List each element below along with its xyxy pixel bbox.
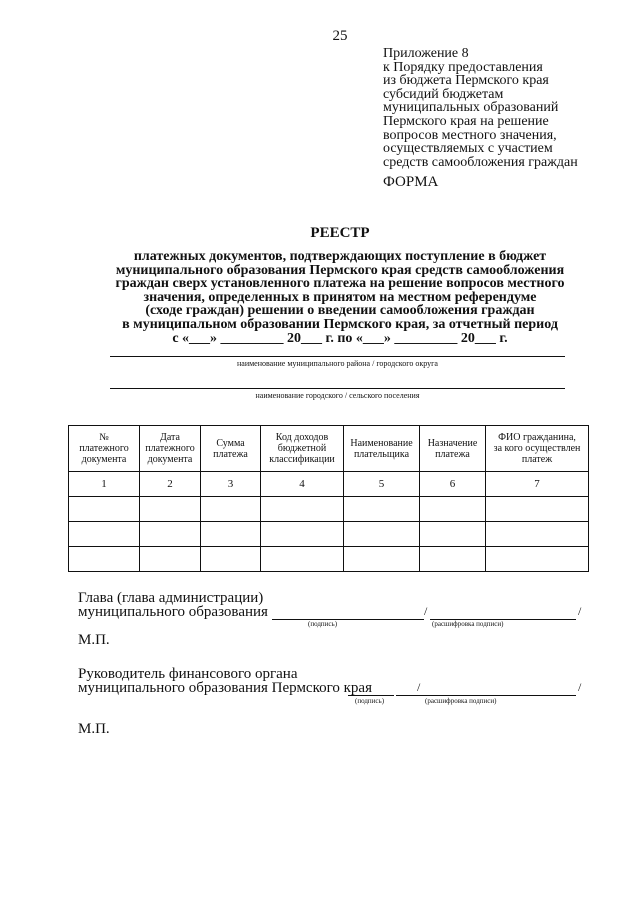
table-cell[interactable] [486, 497, 589, 522]
table-cell[interactable] [201, 547, 261, 572]
table-cell[interactable] [344, 497, 420, 522]
document-title: РЕЕСТР [310, 225, 370, 241]
appendix-line: муниципальных образований [383, 100, 559, 116]
column-number: 1 [69, 472, 140, 497]
table-cell[interactable] [140, 522, 201, 547]
col-header-code: Код доходов бюджетной классификации [261, 426, 344, 472]
page-number: 25 [332, 28, 348, 44]
registry-table [68, 425, 589, 572]
table-cell[interactable] [344, 522, 420, 547]
finance-sign-caption: (подпись) [355, 697, 385, 705]
subtitle-line: в муниципальном образовании Пермского края, за отчетный период [122, 316, 558, 332]
table-cell[interactable] [344, 547, 420, 572]
head-decode-caption: (расшифровка подписи) [432, 620, 504, 628]
subtitle-line: значения, определенных в принятом на местном референдуме [143, 289, 537, 305]
table-cell[interactable] [420, 497, 486, 522]
head-sign-caption: (подпись) [308, 620, 338, 628]
stamp-label: М.П. [78, 721, 110, 737]
column-number: 3 [201, 472, 261, 497]
finance-decode-caption: (расшифровка подписи) [425, 697, 497, 705]
table-row [69, 547, 589, 572]
finance-title-line1: Руководитель финансового органа [78, 666, 298, 682]
table-cell[interactable] [261, 547, 344, 572]
appendix-line: Пермского края на решение [383, 113, 549, 129]
subtitle-line: муниципального образования Пермского края средств самообложения [115, 262, 565, 278]
table-cell[interactable] [201, 522, 261, 547]
column-number: 6 [420, 472, 486, 497]
subtitle-line: (сходе граждан) решении о введении самообложения граждан [145, 303, 535, 319]
column-number: 2 [140, 472, 201, 497]
table-cell[interactable] [420, 547, 486, 572]
table-cell[interactable] [201, 497, 261, 522]
table-cell[interactable] [140, 547, 201, 572]
appendix-line: к Порядку предоставления [383, 59, 543, 75]
col-header-date: Дата платежного документа [140, 426, 201, 472]
separator-slash: / [417, 680, 421, 694]
table-cell[interactable] [69, 497, 140, 522]
appendix-line: из бюджета Пермского края [383, 73, 549, 89]
head-title-line2: муниципального образования [78, 604, 268, 620]
subtitle-line: с «___» _________ 20___ г. по «___» _________ 20___ г. [172, 330, 508, 346]
separator-slash: / [578, 680, 582, 694]
table-cell[interactable] [420, 522, 486, 547]
appendix-line: субсидий бюджетам [383, 86, 504, 102]
settlement-fill-line[interactable] [110, 388, 565, 389]
table-cell[interactable] [69, 522, 140, 547]
appendix-line: вопросов местного значения, [383, 127, 557, 143]
district-caption: наименование муниципального района / городского округа [237, 359, 438, 368]
table-cell[interactable] [486, 547, 589, 572]
subtitle-line: граждан сверх установленного платежа на решение вопросов местного [115, 276, 565, 292]
appendix-line: Приложение 8 [383, 46, 469, 61]
subtitle-line: платежных документов, подтверждающих поступление в бюджет [133, 249, 547, 264]
col-header-number: № платежного документа [69, 426, 140, 472]
head-title-line1: Глава (глава администрации) [78, 590, 264, 606]
stamp-label: М.П. [78, 632, 110, 648]
table-row [69, 522, 589, 547]
settlement-caption: наименование городского / сельского поселения [255, 391, 420, 400]
table-cell[interactable] [261, 497, 344, 522]
form-label: ФОРМА [383, 174, 439, 190]
table-cell[interactable] [69, 547, 140, 572]
finance-decode-line[interactable] [396, 695, 576, 696]
finance-signature-line[interactable] [348, 695, 394, 696]
district-fill-line[interactable] [110, 356, 565, 357]
col-header-purpose: Назначение платежа [420, 426, 486, 472]
column-number: 5 [344, 472, 420, 497]
head-signature-line[interactable] [272, 619, 424, 620]
column-number: 7 [486, 472, 589, 497]
col-header-citizen: ФИО гражданина, за кого осуществлен платеж [486, 426, 589, 472]
appendix-line: осуществляемых с участием [383, 141, 553, 157]
document-subtitle [60, 250, 620, 345]
separator-slash: / [424, 604, 428, 618]
finance-title-line2: муниципального образования Пермского края [78, 680, 372, 696]
column-number: 4 [261, 472, 344, 497]
appendix-header [383, 47, 578, 169]
table-cell[interactable] [140, 497, 201, 522]
appendix-line: средств самообложения граждан [383, 154, 578, 170]
column-numbers-row [69, 472, 589, 497]
table-header-row [69, 426, 589, 472]
separator-slash: / [578, 604, 582, 618]
table-cell[interactable] [261, 522, 344, 547]
col-header-payer: Наименование плательщика [344, 426, 420, 472]
table-cell[interactable] [486, 522, 589, 547]
table-row [69, 497, 589, 522]
col-header-amount: Сумма платежа [201, 426, 261, 472]
